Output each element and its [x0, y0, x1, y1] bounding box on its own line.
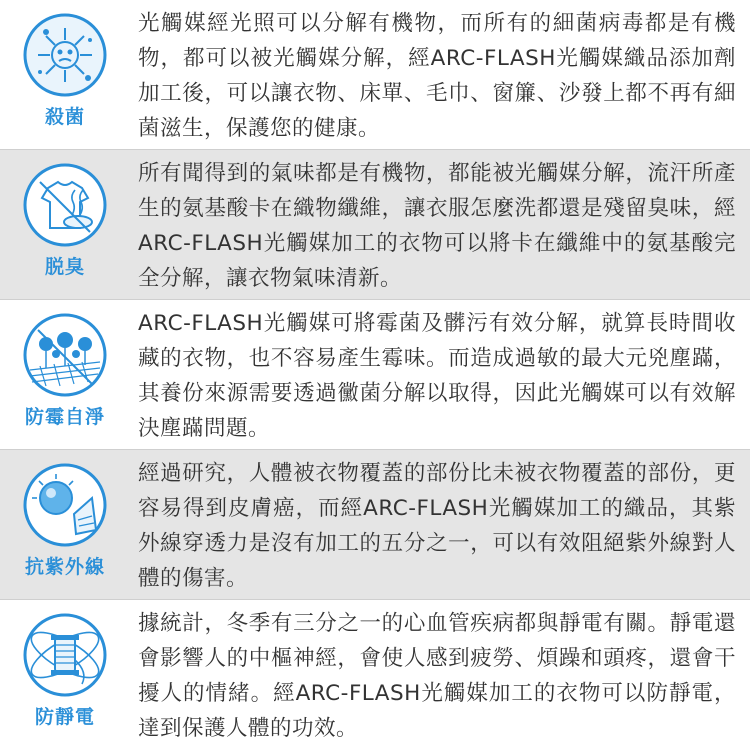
uv-shield-icon: [18, 460, 112, 550]
shirt-odor-icon: [18, 160, 112, 250]
feature-description: 光觸媒經光照可以分解有機物，而所有的細菌病毒都是有機物，都可以被光觸媒分解，經ARC-FLASH光觸媒織品添加劑加工後，可以讓衣物、床單、毛巾、窗簾、沙發上都不再有細菌滋生，保護您的健康。: [138, 11, 736, 141]
thread-spool-static-icon: [18, 610, 112, 700]
feature-row-uv-protect: [0, 450, 750, 600]
feature-label: 脱臭: [44, 256, 85, 278]
feature-row-sterilize: [0, 0, 750, 150]
feature-description: 據統計，冬季有三分之一的心血管疾病都與靜電有關。靜電還會影響人的中樞神經，會使人感到疲勞、煩躁和頭疼，還會干擾人的情緒。經ARC-FLASH光觸媒加工的衣物可以防靜電，達到保護人體的功效。: [138, 611, 736, 741]
mold-spores-icon: [18, 310, 112, 400]
feature-description: 所有聞得到的氣味都是有機物，都能被光觸媒分解，流汗所產生的氨基酸卡在織物纖維，讓衣服怎麼洗都還是殘留臭味，經ARC-FLASH光觸媒加工的衣物可以將卡在纖維中的氨基酸完全分解，讓衣物氣味清新。: [138, 161, 736, 291]
bacteria-burst-icon: [18, 10, 112, 100]
feature-label: 殺菌: [44, 106, 85, 128]
feature-description: ARC-FLASH光觸媒可將霉菌及髒污有效分解，就算長時間收藏的衣物，也不容易產生霉味。而造成過敏的最大元兇塵蹣，其養份來源需要透過黴菌分解以取得，因此光觸媒可以有效解決塵蹣問題。: [138, 311, 736, 441]
feature-description: 經過研究，人體被衣物覆蓋的部份比未被衣物覆蓋的部份，更容易得到皮膚癌，而經ARC-FLASH光觸媒加工的織品，其紫外線穿透力是沒有加工的五分之一，可以有效阻絕紫外線對人體的傷害。: [138, 461, 736, 591]
feature-row-anti-static: [0, 600, 750, 750]
feature-row-deodorize: [0, 150, 750, 300]
feature-row-mold-resist: [0, 300, 750, 450]
feature-label: 防霉自淨: [24, 406, 105, 428]
feature-label: 抗紫外線: [24, 556, 105, 578]
feature-label: 防靜電: [34, 706, 95, 728]
